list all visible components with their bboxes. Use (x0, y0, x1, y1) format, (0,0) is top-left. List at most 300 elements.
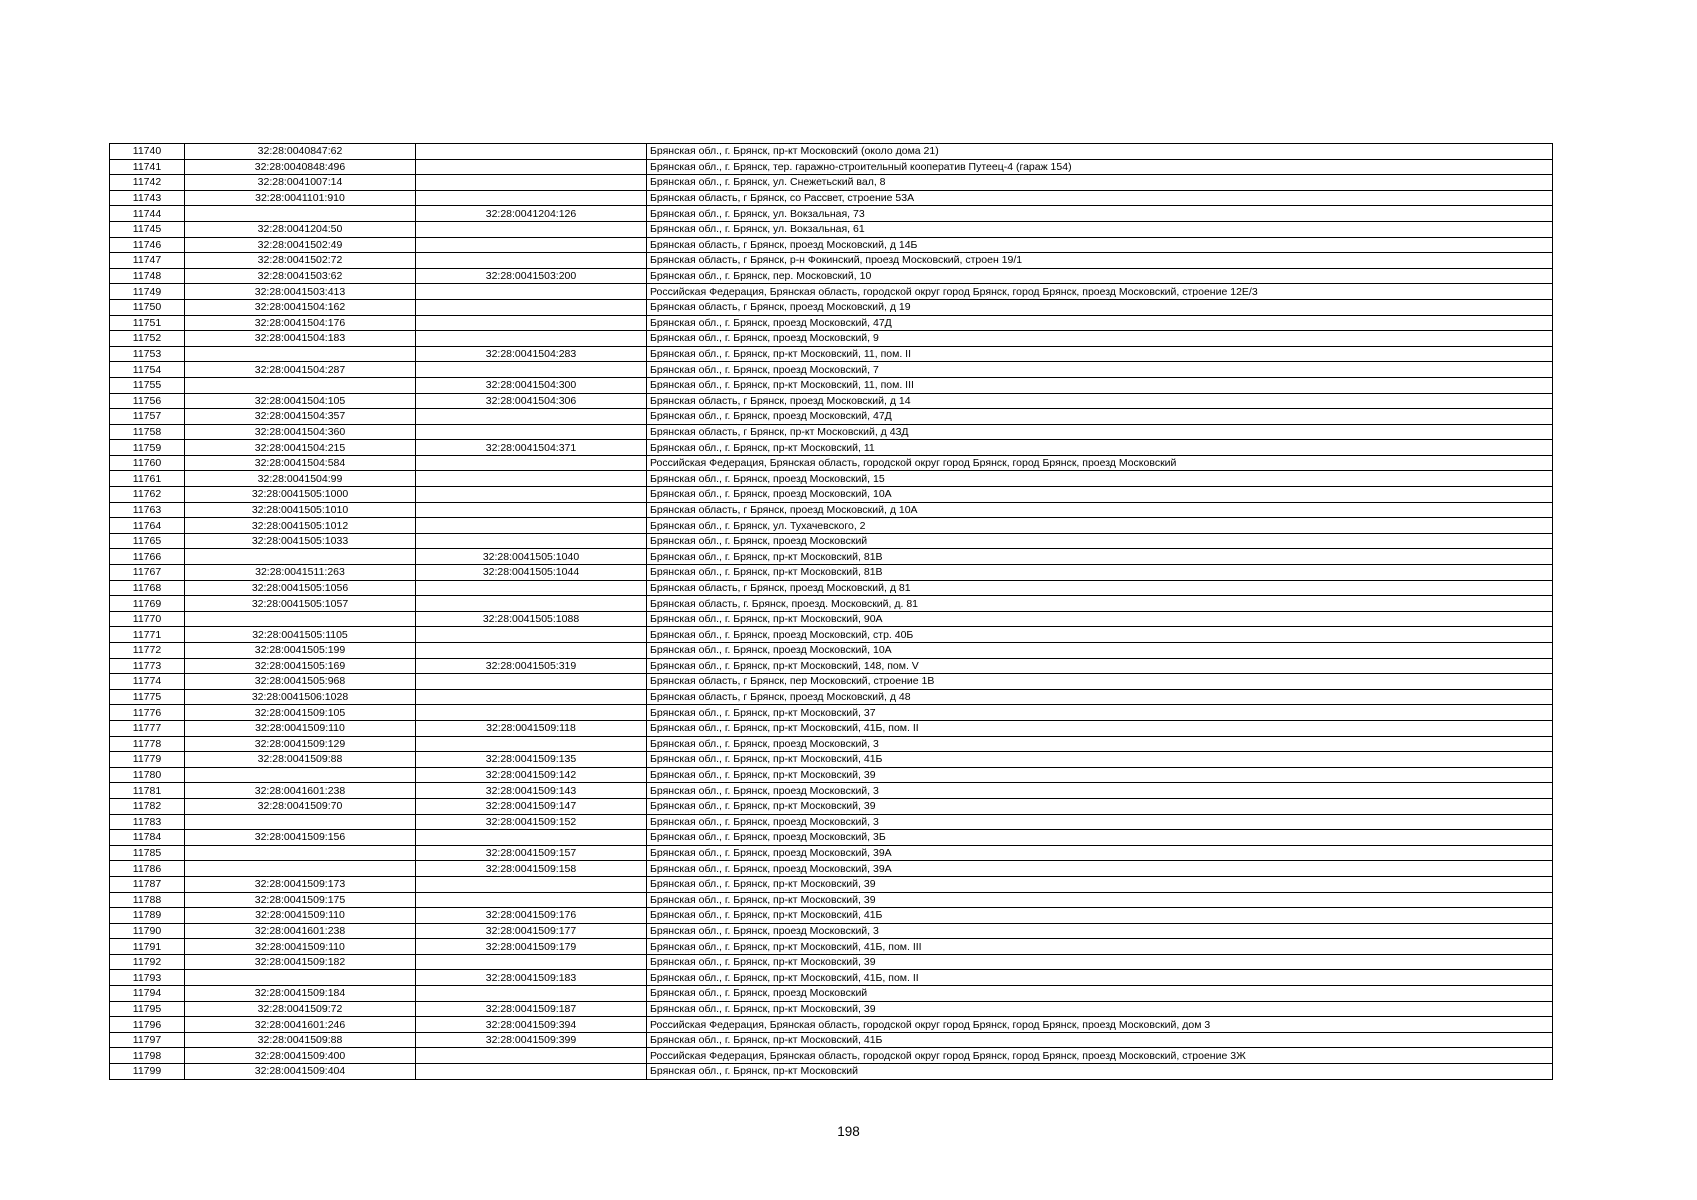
cadastral-number-cell (185, 346, 416, 362)
cadastral-number-cell: 32:28:0041505:1056 (185, 580, 416, 596)
related-cadastral-number-cell (416, 830, 647, 846)
related-cadastral-number-cell (416, 689, 647, 705)
address-cell: Российская Федерация, Брянская область, городской округ город Брянск, город Брянск, проезд Московский, дом 3 (647, 1017, 1553, 1033)
table-row (110, 424, 1553, 440)
cadastral-number-cell: 32:28:0041504:183 (185, 331, 416, 347)
table-row (110, 580, 1553, 596)
related-cadastral-number-cell (416, 705, 647, 721)
table-row (110, 502, 1553, 518)
related-cadastral-number-cell (416, 518, 647, 534)
row-number-cell: 11796 (110, 1017, 185, 1033)
table-row (110, 892, 1553, 908)
cadastral-number-cell (185, 814, 416, 830)
table-row (110, 190, 1553, 206)
cadastral-number-cell: 32:28:0041509:173 (185, 876, 416, 892)
cadastral-number-cell: 32:28:0041502:49 (185, 237, 416, 253)
related-cadastral-number-cell: 32:28:0041509:399 (416, 1032, 647, 1048)
row-number-cell: 11795 (110, 1001, 185, 1017)
address-cell: Брянская обл., г. Брянск, пр-кт Московский, 39 (647, 1001, 1553, 1017)
related-cadastral-number-cell (416, 253, 647, 269)
related-cadastral-number-cell (416, 986, 647, 1002)
table-row (110, 658, 1553, 674)
table-row (110, 814, 1553, 830)
related-cadastral-number-cell: 32:28:0041509:157 (416, 845, 647, 861)
row-number-cell: 11748 (110, 268, 185, 284)
table-row (110, 487, 1553, 503)
address-cell: Брянская обл., г. Брянск, проезд Московский (647, 533, 1553, 549)
cadastral-number-cell (185, 611, 416, 627)
table-row (110, 845, 1553, 861)
address-cell: Брянская обл., г. Брянск, проезд Московский, 47Д (647, 315, 1553, 331)
cadastral-table (109, 143, 1553, 1080)
row-number-cell: 11775 (110, 689, 185, 705)
cadastral-number-cell: 32:28:0041509:182 (185, 954, 416, 970)
related-cadastral-number-cell (416, 221, 647, 237)
related-cadastral-number-cell: 32:28:0041505:1044 (416, 565, 647, 581)
row-number-cell: 11771 (110, 627, 185, 643)
cadastral-number-cell: 32:28:0040847:62 (185, 144, 416, 160)
address-cell: Брянская обл., г. Брянск, проезд Московский, 3 (647, 923, 1553, 939)
table-row (110, 221, 1553, 237)
table-row (110, 440, 1553, 456)
row-number-cell: 11772 (110, 643, 185, 659)
address-cell: Брянская обл., г. Брянск, пр-кт Московский, 39 (647, 798, 1553, 814)
row-number-cell: 11767 (110, 565, 185, 581)
address-cell: Брянская область, г Брянск, со Рассвет, строение 53А (647, 190, 1553, 206)
table-row (110, 674, 1553, 690)
row-number-cell: 11750 (110, 299, 185, 315)
address-cell: Брянская обл., г. Брянск, проезд Московский, 10А (647, 643, 1553, 659)
cadastral-number-cell: 32:28:0041509:129 (185, 736, 416, 752)
address-cell: Брянская область, г Брянск, пер Московский, строение 1В (647, 674, 1553, 690)
row-number-cell: 11752 (110, 331, 185, 347)
row-number-cell: 11764 (110, 518, 185, 534)
row-number-cell: 11753 (110, 346, 185, 362)
address-cell: Брянская обл., г. Брянск, пр-кт Московский, 39 (647, 954, 1553, 970)
table-row (110, 315, 1553, 331)
related-cadastral-number-cell (416, 736, 647, 752)
cadastral-number-cell: 32:28:0041007:14 (185, 175, 416, 191)
related-cadastral-number-cell (416, 580, 647, 596)
row-number-cell: 11786 (110, 861, 185, 877)
related-cadastral-number-cell: 32:28:0041503:200 (416, 268, 647, 284)
address-cell: Брянская область, г Брянск, проезд Московский, д 10А (647, 502, 1553, 518)
cadastral-number-cell: 32:28:0041504:357 (185, 409, 416, 425)
row-number-cell: 11788 (110, 892, 185, 908)
cadastral-number-cell: 32:28:0041204:50 (185, 221, 416, 237)
row-number-cell: 11787 (110, 876, 185, 892)
table-row (110, 611, 1553, 627)
table-row (110, 876, 1553, 892)
cadastral-number-cell: 32:28:0041505:199 (185, 643, 416, 659)
related-cadastral-number-cell (416, 954, 647, 970)
row-number-cell: 11777 (110, 720, 185, 736)
row-number-cell: 11740 (110, 144, 185, 160)
table-row (110, 596, 1553, 612)
cadastral-number-cell: 32:28:0041504:176 (185, 315, 416, 331)
address-cell: Брянская обл., г. Брянск, пр-кт Московский, 37 (647, 705, 1553, 721)
row-number-cell: 11781 (110, 783, 185, 799)
table-row (110, 1064, 1553, 1080)
address-cell: Брянская обл., г. Брянск, проезд Московский, 7 (647, 362, 1553, 378)
related-cadastral-number-cell (416, 487, 647, 503)
cadastral-number-cell: 32:28:0041505:968 (185, 674, 416, 690)
related-cadastral-number-cell (416, 1048, 647, 1064)
row-number-cell: 11742 (110, 175, 185, 191)
table-row (110, 705, 1553, 721)
table-row (110, 565, 1553, 581)
related-cadastral-number-cell (416, 237, 647, 253)
cadastral-number-cell: 32:28:0041509:72 (185, 1001, 416, 1017)
cadastral-number-cell (185, 377, 416, 393)
row-number-cell: 11780 (110, 767, 185, 783)
address-cell: Брянская обл., г. Брянск, пр-кт Московский, 11, пом. II (647, 346, 1553, 362)
cadastral-number-cell: 32:28:0041504:162 (185, 299, 416, 315)
address-cell: Брянская область, г. Брянск, проезд. Московский, д. 81 (647, 596, 1553, 612)
cadastral-number-cell: 32:28:0041509:156 (185, 830, 416, 846)
table-row (110, 549, 1553, 565)
related-cadastral-number-cell: 32:28:0041509:177 (416, 923, 647, 939)
cadastral-number-cell: 32:28:0041601:246 (185, 1017, 416, 1033)
row-number-cell: 11751 (110, 315, 185, 331)
row-number-cell: 11789 (110, 908, 185, 924)
cadastral-number-cell: 32:28:0041504:105 (185, 393, 416, 409)
address-cell: Брянская обл., г. Брянск, пр-кт Московский, 11, пом. III (647, 377, 1553, 393)
table-row (110, 1001, 1553, 1017)
related-cadastral-number-cell (416, 284, 647, 300)
table-row (110, 720, 1553, 736)
row-number-cell: 11758 (110, 424, 185, 440)
address-cell: Брянская обл., г. Брянск, пр-кт Московский, 39 (647, 767, 1553, 783)
cadastral-number-cell (185, 206, 416, 222)
related-cadastral-number-cell (416, 627, 647, 643)
cadastral-number-cell: 32:28:0041505:1012 (185, 518, 416, 534)
table-row (110, 455, 1553, 471)
cadastral-number-cell: 32:28:0041511:263 (185, 565, 416, 581)
row-number-cell: 11778 (110, 736, 185, 752)
cadastral-number-cell: 32:28:0041504:287 (185, 362, 416, 378)
row-number-cell: 11779 (110, 752, 185, 768)
cadastral-number-cell: 32:28:0041509:184 (185, 986, 416, 1002)
related-cadastral-number-cell: 32:28:0041509:152 (416, 814, 647, 830)
related-cadastral-number-cell: 32:28:0041509:394 (416, 1017, 647, 1033)
related-cadastral-number-cell: 32:28:0041509:183 (416, 970, 647, 986)
cadastral-number-cell: 32:28:0041505:1057 (185, 596, 416, 612)
cadastral-number-cell: 32:28:0041505:1105 (185, 627, 416, 643)
table-row (110, 533, 1553, 549)
address-cell: Брянская область, г Брянск, пр-кт Московский, д 43Д (647, 424, 1553, 440)
related-cadastral-number-cell: 32:28:0041509:118 (416, 720, 647, 736)
row-number-cell: 11760 (110, 455, 185, 471)
row-number-cell: 11769 (110, 596, 185, 612)
table-row (110, 643, 1553, 659)
table-row (110, 362, 1553, 378)
cadastral-number-cell: 32:28:0041509:404 (185, 1064, 416, 1080)
table-row (110, 268, 1553, 284)
address-cell: Брянская обл., г. Брянск, пер. Московский, 10 (647, 268, 1553, 284)
related-cadastral-number-cell: 32:28:0041509:135 (416, 752, 647, 768)
cadastral-number-cell: 32:28:0041509:110 (185, 720, 416, 736)
related-cadastral-number-cell: 32:28:0041504:283 (416, 346, 647, 362)
table-row (110, 830, 1553, 846)
related-cadastral-number-cell (416, 315, 647, 331)
table-row (110, 159, 1553, 175)
table-row (110, 908, 1553, 924)
related-cadastral-number-cell (416, 596, 647, 612)
row-number-cell: 11799 (110, 1064, 185, 1080)
cadastral-number-cell: 32:28:0041101:910 (185, 190, 416, 206)
related-cadastral-number-cell: 32:28:0041504:306 (416, 393, 647, 409)
address-cell: Брянская область, г Брянск, проезд Московский, д 81 (647, 580, 1553, 596)
address-cell: Брянская обл., г. Брянск, проезд Московский, 9 (647, 331, 1553, 347)
address-cell: Брянская обл., г. Брянск, пр-кт Московский, 41Б (647, 752, 1553, 768)
row-number-cell: 11743 (110, 190, 185, 206)
cadastral-number-cell (185, 767, 416, 783)
page-number: 198 (837, 1124, 860, 1139)
cadastral-number-cell: 32:28:0041601:238 (185, 783, 416, 799)
cadastral-number-cell: 32:28:0041503:413 (185, 284, 416, 300)
table-row (110, 206, 1553, 222)
cadastral-number-cell: 32:28:0041504:360 (185, 424, 416, 440)
address-cell: Брянская обл., г. Брянск, пр-кт Московский, 41Б, пом. II (647, 970, 1553, 986)
related-cadastral-number-cell: 32:28:0041505:1088 (416, 611, 647, 627)
address-cell: Брянская обл., г. Брянск, пр-кт Московский, 81В (647, 549, 1553, 565)
row-number-cell: 11759 (110, 440, 185, 456)
related-cadastral-number-cell (416, 175, 647, 191)
related-cadastral-number-cell (416, 533, 647, 549)
table-row (110, 393, 1553, 409)
table-row (110, 299, 1553, 315)
table-row (110, 377, 1553, 393)
row-number-cell: 11790 (110, 923, 185, 939)
address-cell: Брянская обл., г. Брянск, проезд Московский, 3 (647, 736, 1553, 752)
cadastral-number-cell: 32:28:0041504:215 (185, 440, 416, 456)
cadastral-number-cell: 32:28:0041509:400 (185, 1048, 416, 1064)
cadastral-number-cell: 32:28:0041505:1033 (185, 533, 416, 549)
address-cell: Брянская обл., г. Брянск, ул. Вокзальная, 61 (647, 221, 1553, 237)
row-number-cell: 11747 (110, 253, 185, 269)
related-cadastral-number-cell: 32:28:0041505:1040 (416, 549, 647, 565)
table-row (110, 627, 1553, 643)
row-number-cell: 11749 (110, 284, 185, 300)
table-row (110, 253, 1553, 269)
address-cell: Брянская обл., г. Брянск, проезд Московский, 3 (647, 814, 1553, 830)
cadastral-number-cell: 32:28:0040848:496 (185, 159, 416, 175)
address-cell: Брянская обл., г. Брянск, пр-кт Московский (около дома 21) (647, 144, 1553, 160)
row-number-cell: 11784 (110, 830, 185, 846)
address-cell: Брянская область, г Брянск, проезд Московский, д 14Б (647, 237, 1553, 253)
address-cell: Брянская обл., г. Брянск, проезд Московский, 47Д (647, 409, 1553, 425)
cadastral-number-cell: 32:28:0041509:70 (185, 798, 416, 814)
row-number-cell: 11774 (110, 674, 185, 690)
table-row (110, 144, 1553, 160)
address-cell: Брянская область, г Брянск, проезд Московский, д 48 (647, 689, 1553, 705)
address-cell: Брянская обл., г. Брянск, пр-кт Московский (647, 1064, 1553, 1080)
row-number-cell: 11783 (110, 814, 185, 830)
row-number-cell: 11785 (110, 845, 185, 861)
related-cadastral-number-cell: 32:28:0041509:147 (416, 798, 647, 814)
row-number-cell: 11794 (110, 986, 185, 1002)
address-cell: Брянская обл., г. Брянск, проезд Московский, 10А (647, 487, 1553, 503)
related-cadastral-number-cell (416, 1064, 647, 1080)
table-row (110, 861, 1553, 877)
address-cell: Брянская обл., г. Брянск, ул. Снежетьский вал, 8 (647, 175, 1553, 191)
cadastral-number-cell: 32:28:0041505:169 (185, 658, 416, 674)
related-cadastral-number-cell (416, 876, 647, 892)
address-cell: Брянская обл., г. Брянск, проезд Московский, 39А (647, 845, 1553, 861)
row-number-cell: 11770 (110, 611, 185, 627)
row-number-cell: 11798 (110, 1048, 185, 1064)
cadastral-number-cell: 32:28:0041505:1000 (185, 487, 416, 503)
address-cell: Брянская обл., г. Брянск, пр-кт Московский, 90А (647, 611, 1553, 627)
related-cadastral-number-cell: 32:28:0041509:176 (416, 908, 647, 924)
cadastral-number-cell: 32:28:0041509:110 (185, 939, 416, 955)
related-cadastral-number-cell: 32:28:0041509:179 (416, 939, 647, 955)
related-cadastral-number-cell (416, 424, 647, 440)
table-row (110, 1017, 1553, 1033)
cadastral-number-cell: 32:28:0041506:1028 (185, 689, 416, 705)
cadastral-number-cell: 32:28:0041509:175 (185, 892, 416, 908)
table-row (110, 986, 1553, 1002)
row-number-cell: 11763 (110, 502, 185, 518)
address-cell: Брянская обл., г. Брянск, пр-кт Московский, 41Б (647, 1032, 1553, 1048)
cadastral-number-cell: 32:28:0041601:238 (185, 923, 416, 939)
row-number-cell: 11762 (110, 487, 185, 503)
related-cadastral-number-cell (416, 502, 647, 518)
related-cadastral-number-cell (416, 455, 647, 471)
cadastral-number-cell: 32:28:0041502:72 (185, 253, 416, 269)
table-row (110, 752, 1553, 768)
cadastral-number-cell (185, 549, 416, 565)
cadastral-number-cell: 32:28:0041509:110 (185, 908, 416, 924)
table-row (110, 284, 1553, 300)
related-cadastral-number-cell (416, 299, 647, 315)
table-row (110, 175, 1553, 191)
row-number-cell: 11746 (110, 237, 185, 253)
related-cadastral-number-cell (416, 331, 647, 347)
related-cadastral-number-cell (416, 190, 647, 206)
table-row (110, 409, 1553, 425)
address-cell: Брянская обл., г. Брянск, пр-кт Московский, 11 (647, 440, 1553, 456)
cadastral-number-cell: 32:28:0041504:584 (185, 455, 416, 471)
address-cell: Брянская обл., г. Брянск, пр-кт Московский, 41Б (647, 908, 1553, 924)
address-cell: Брянская обл., г. Брянск, проезд Московский, стр. 40Б (647, 627, 1553, 643)
row-number-cell: 11776 (110, 705, 185, 721)
cadastral-number-cell: 32:28:0041509:88 (185, 1032, 416, 1048)
table-row (110, 237, 1553, 253)
row-number-cell: 11766 (110, 549, 185, 565)
table-row (110, 767, 1553, 783)
related-cadastral-number-cell: 32:28:0041504:300 (416, 377, 647, 393)
address-cell: Брянская обл., г. Брянск, пр-кт Московский, 148, пом. V (647, 658, 1553, 674)
table-row (110, 954, 1553, 970)
row-number-cell: 11741 (110, 159, 185, 175)
row-number-cell: 11755 (110, 377, 185, 393)
row-number-cell: 11768 (110, 580, 185, 596)
table-row (110, 970, 1553, 986)
table-row (110, 923, 1553, 939)
row-number-cell: 11756 (110, 393, 185, 409)
related-cadastral-number-cell: 32:28:0041505:319 (416, 658, 647, 674)
related-cadastral-number-cell: 32:28:0041509:187 (416, 1001, 647, 1017)
table-row (110, 783, 1553, 799)
row-number-cell: 11773 (110, 658, 185, 674)
row-number-cell: 11793 (110, 970, 185, 986)
related-cadastral-number-cell (416, 643, 647, 659)
address-cell: Брянская обл., г. Брянск, пр-кт Московский, 39 (647, 876, 1553, 892)
table-row (110, 1048, 1553, 1064)
address-cell: Брянская область, г Брянск, проезд Московский, д 19 (647, 299, 1553, 315)
address-cell: Брянская обл., г. Брянск, пр-кт Московский, 39 (647, 892, 1553, 908)
related-cadastral-number-cell (416, 144, 647, 160)
address-cell: Брянская обл., г. Брянск, ул. Тухачевского, 2 (647, 518, 1553, 534)
address-cell: Брянская обл., г. Брянск, проезд Московский, 3 (647, 783, 1553, 799)
row-number-cell: 11757 (110, 409, 185, 425)
address-cell: Российская Федерация, Брянская область, городской округ город Брянск, город Брянск, проезд Московский, строение 3Ж (647, 1048, 1553, 1064)
address-cell: Брянская область, г Брянск, проезд Московский, д 14 (647, 393, 1553, 409)
address-cell: Брянская обл., г. Брянск, проезд Московский, 3Б (647, 830, 1553, 846)
table-row (110, 939, 1553, 955)
cadastral-number-cell: 32:28:0041503:62 (185, 268, 416, 284)
table-row (110, 798, 1553, 814)
row-number-cell: 11745 (110, 221, 185, 237)
cadastral-number-cell: 32:28:0041509:88 (185, 752, 416, 768)
cadastral-number-cell (185, 861, 416, 877)
row-number-cell: 11782 (110, 798, 185, 814)
related-cadastral-number-cell (416, 674, 647, 690)
table-row (110, 346, 1553, 362)
cadastral-number-cell: 32:28:0041509:105 (185, 705, 416, 721)
address-cell: Российская Федерация, Брянская область, городской округ город Брянск, город Брянск, проезд Московский (647, 455, 1553, 471)
table-row (110, 689, 1553, 705)
related-cadastral-number-cell (416, 409, 647, 425)
related-cadastral-number-cell: 32:28:0041204:126 (416, 206, 647, 222)
row-number-cell: 11797 (110, 1032, 185, 1048)
cadastral-number-cell (185, 845, 416, 861)
related-cadastral-number-cell: 32:28:0041509:158 (416, 861, 647, 877)
address-cell: Брянская область, г Брянск, р-н Фокинский, проезд Московский, строен 19/1 (647, 253, 1553, 269)
related-cadastral-number-cell (416, 892, 647, 908)
related-cadastral-number-cell: 32:28:0041509:142 (416, 767, 647, 783)
table-row (110, 518, 1553, 534)
address-cell: Брянская обл., г. Брянск, проезд Московский, 15 (647, 471, 1553, 487)
row-number-cell: 11761 (110, 471, 185, 487)
cadastral-number-cell: 32:28:0041505:1010 (185, 502, 416, 518)
related-cadastral-number-cell: 32:28:0041504:371 (416, 440, 647, 456)
table-body (110, 144, 1553, 1080)
row-number-cell: 11792 (110, 954, 185, 970)
address-cell: Брянская обл., г. Брянск, пр-кт Московский, 41Б, пом. III (647, 939, 1553, 955)
related-cadastral-number-cell: 32:28:0041509:143 (416, 783, 647, 799)
table-row (110, 331, 1553, 347)
related-cadastral-number-cell (416, 159, 647, 175)
row-number-cell: 11744 (110, 206, 185, 222)
row-number-cell: 11765 (110, 533, 185, 549)
cadastral-number-cell: 32:28:0041504:99 (185, 471, 416, 487)
address-cell: Брянская обл., г. Брянск, пр-кт Московский, 81В (647, 565, 1553, 581)
address-cell: Брянская обл., г. Брянск, тер. гаражно-строительный кооператив Путеец-4 (гараж 154) (647, 159, 1553, 175)
cadastral-number-cell (185, 970, 416, 986)
related-cadastral-number-cell (416, 471, 647, 487)
address-cell: Российская Федерация, Брянская область, городской округ город Брянск, город Брянск, проезд Московский, строение 12Е/3 (647, 284, 1553, 300)
row-number-cell: 11754 (110, 362, 185, 378)
address-cell: Брянская обл., г. Брянск, пр-кт Московский, 41Б, пом. II (647, 720, 1553, 736)
row-number-cell: 11791 (110, 939, 185, 955)
table-row (110, 1032, 1553, 1048)
table-row (110, 471, 1553, 487)
address-cell: Брянская обл., г. Брянск, ул. Вокзальная, 73 (647, 206, 1553, 222)
address-cell: Брянская обл., г. Брянск, проезд Московский (647, 986, 1553, 1002)
